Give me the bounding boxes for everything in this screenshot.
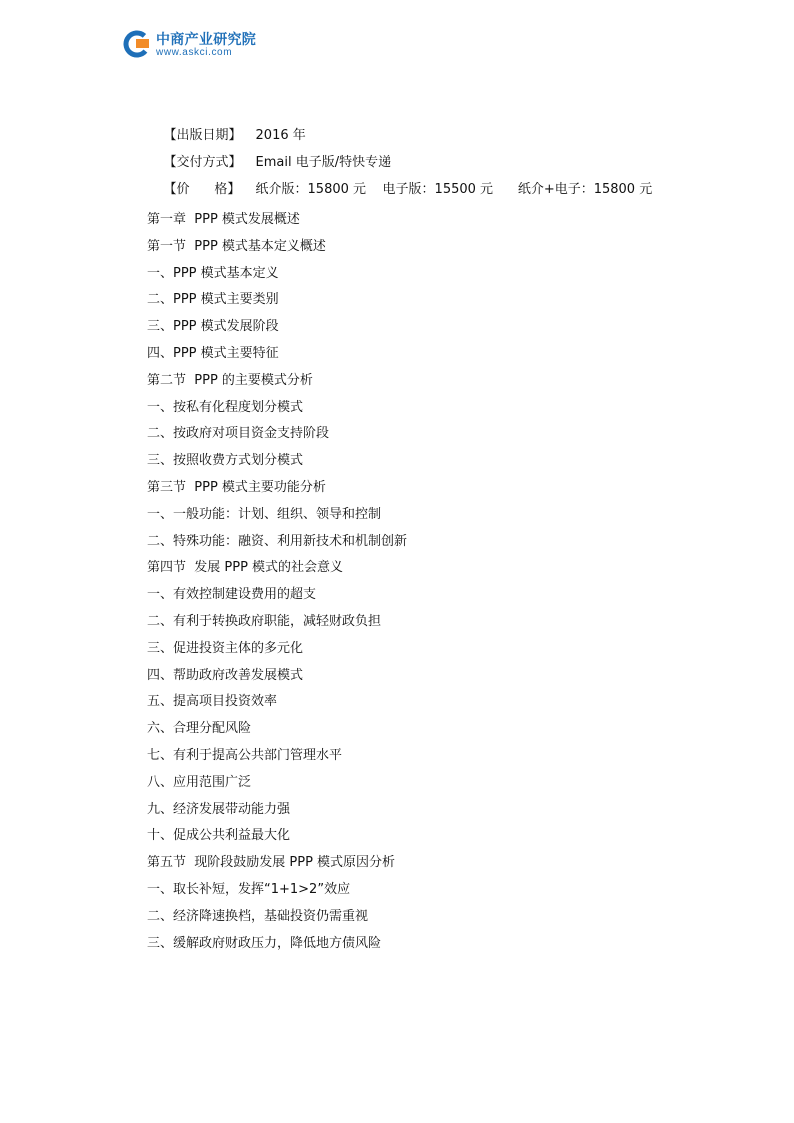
toc-item: 五、提高项目投资效率 [147, 694, 278, 710]
toc-item: 二、特殊功能：融资、利用新技术和机制创新 [147, 533, 408, 549]
meta-value: 2016 年 [255, 128, 306, 143]
publication-info [147, 103, 653, 197]
toc-item: 一、一般功能：计划、组织、领导和控制 [147, 506, 382, 522]
meta-key: 【交付方式】 [163, 155, 242, 170]
toc-item: 八、应用范围广泛 [147, 774, 252, 790]
company-logo [123, 28, 283, 60]
meta-value: 纸介版：15800 元 电子版：15500 元 纸介+电子：15800 元 [255, 182, 653, 197]
toc-item: 四、PPP 模式主要特征 [147, 345, 279, 361]
toc-section-heading: 第一节 PPP 模式基本定义概述 [147, 238, 326, 254]
toc-section-heading: 第四节 发展 PPP 模式的社会意义 [147, 560, 344, 576]
toc-section-heading: 第三节 PPP 模式主要功能分析 [147, 479, 326, 495]
meta-value: Email 电子版/特快专递 [255, 155, 392, 170]
toc-item: 二、经济降速换档，基础投资仍需重视 [147, 908, 369, 924]
toc-item: 三、按照收费方式划分模式 [147, 453, 304, 469]
logo-mark-icon [123, 30, 151, 58]
toc-item: 七、有利于提高公共部门管理水平 [147, 747, 343, 763]
toc-item: 一、PPP 模式基本定义 [147, 265, 279, 281]
toc-item: 六、合理分配风险 [147, 721, 252, 737]
toc-item: 三、促进投资主体的多元化 [147, 640, 304, 656]
toc-item: 二、PPP 模式主要类别 [147, 292, 279, 308]
toc-item: 四、帮助政府改善发展模式 [147, 667, 304, 683]
toc-item: 二、按政府对项目资金支持阶段 [147, 426, 330, 442]
meta-key: 【出版日期】 [163, 128, 242, 143]
logo-name: 中商产业研究院 [156, 32, 257, 48]
meta-row-date [147, 103, 652, 143]
toc-item: 三、PPP 模式发展阶段 [147, 319, 279, 335]
toc-item: 九、经济发展带动能力强 [147, 801, 291, 817]
logo-url: www.askci.com [156, 47, 233, 58]
table-of-contents [147, 209, 407, 959]
toc-item: 十、促成公共利益最大化 [147, 828, 291, 844]
toc-item: 二、有利于转换政府职能，减轻财政负担 [147, 613, 382, 629]
toc-chapter-heading: 第一章 PPP 模式发展概述 [147, 212, 300, 227]
toc-section-heading: 第二节 PPP 的主要模式分析 [147, 372, 313, 388]
meta-key: 【价 格】 [163, 182, 241, 197]
toc-item: 三、缓解政府财政压力，降低地方债风险 [147, 935, 382, 951]
toc-item: 一、有效控制建设费用的超支 [147, 587, 317, 603]
toc-item: 一、按私有化程度划分模式 [147, 399, 304, 415]
toc-item: 一、取长补短，发挥“1+1>2”效应 [147, 881, 351, 897]
toc-section-heading: 第五节 现阶段鼓励发展 PPP 模式原因分析 [147, 855, 396, 871]
